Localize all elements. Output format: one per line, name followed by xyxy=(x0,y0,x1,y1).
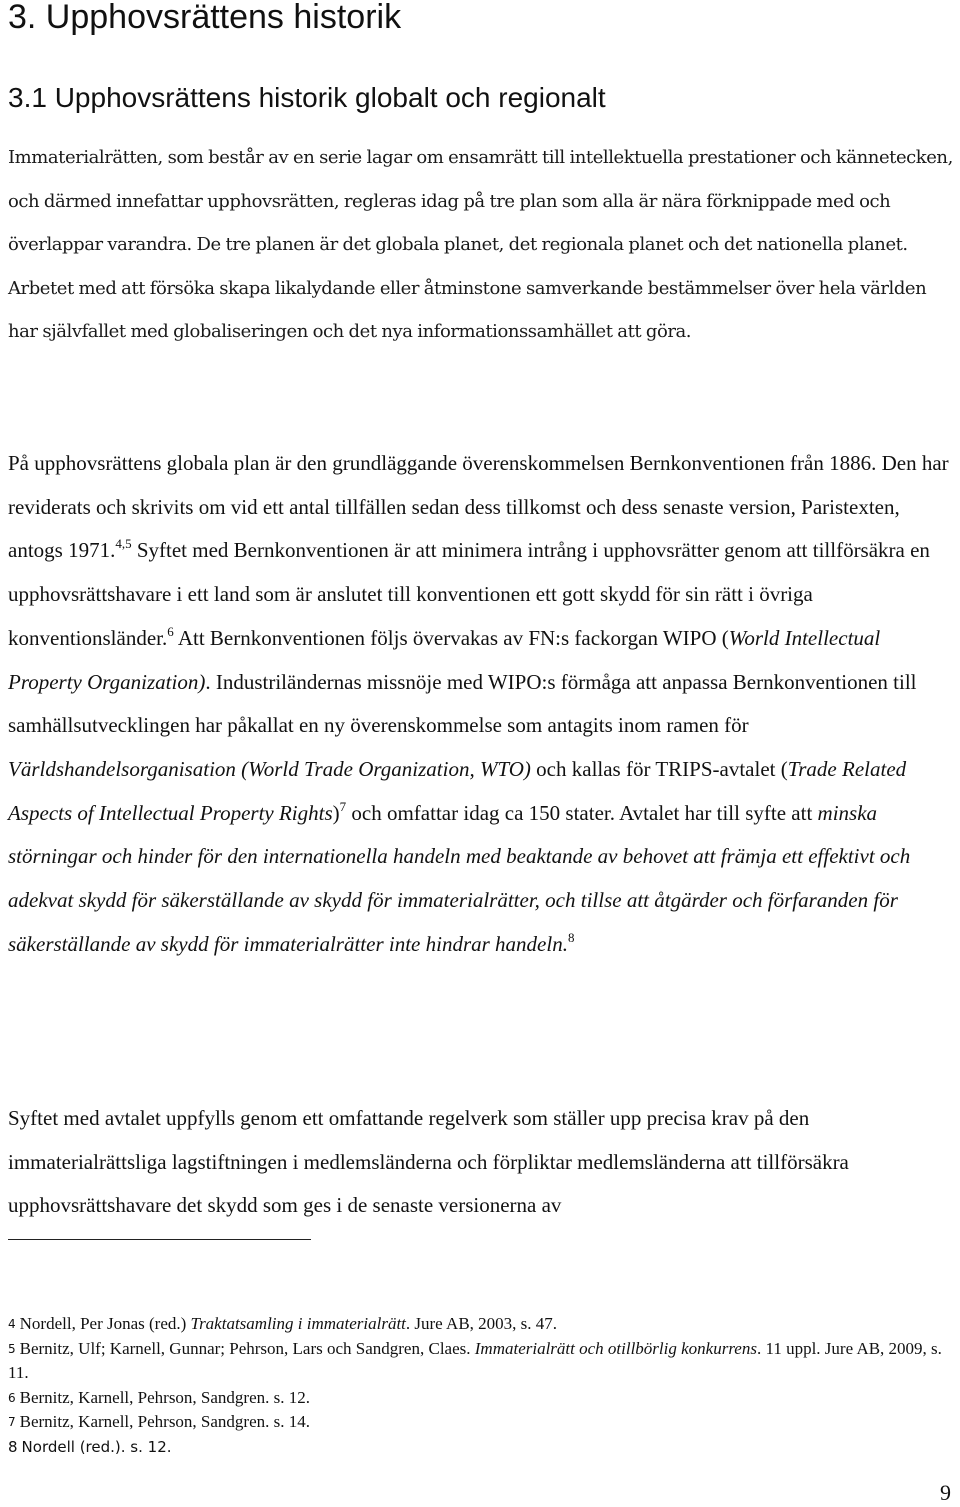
footnote-number: 7 xyxy=(8,1415,16,1429)
footnote-text: . Jure AB, 2003, s. 47. xyxy=(405,1314,558,1333)
footnote-italic: Immaterialrätt och otillbörlig konkurrens xyxy=(474,1338,757,1358)
footnote-ref: 7 xyxy=(339,798,347,814)
footnote-text: Bernitz, Ulf; Karnell, Gunnar; Pehrson, Lars och Sandgren, Claes. xyxy=(19,1338,475,1358)
text-run: ) xyxy=(332,800,340,825)
footnote-item xyxy=(8,1435,954,1460)
footnotes xyxy=(8,1312,954,1459)
footnote-item xyxy=(8,1386,954,1411)
text-run: och omfattar idag ca 150 stater. Avtalet har till syfte att xyxy=(346,800,818,825)
italic-run: minska störningar och hinder för den internationella handeln med beaktande av behovet att främja ett effektivt och adekvat skydd för säkerställande av skydd för immaterialrätter, och tillse att åtgärder och förfaranden för säkerställande av skydd för immaterialrätter inte hindrar handeln. xyxy=(8,800,911,956)
footnote-text: Nordell (red.). s. 12. xyxy=(21,1437,172,1456)
subsection-heading: 3.1 Upphovsrättens historik globalt och regionalt xyxy=(8,82,606,113)
footnote-number: 8 xyxy=(8,1437,18,1456)
footnote-number: 4 xyxy=(8,1317,16,1331)
footnote-text: Bernitz, Karnell, Pehrson, Sandgren. s. 12. xyxy=(19,1387,311,1407)
footnote-text: . 11 uppl. Jure AB, 2009, s. 11. xyxy=(8,1338,942,1382)
text-run: Syftet med Bernkonventionen är att minimera intrång i upphovsrätter genom att tillförsäkra en upphovsrättshavare i ett land som är anslutet till konventionen ett gott skydd för sin rätt i övriga konventionsländer. xyxy=(8,538,930,650)
footnote-number: 6 xyxy=(8,1390,16,1405)
section-heading: 3. Upphovsrättens historik xyxy=(8,0,402,36)
paragraph-syftet: Syftet med avtalet uppfylls genom ett omfattande regelverk som ställer upp precisa krav på den immaterialrättsliga lagstiftningen i medlemsländerna och förpliktar medlemsländerna att tillförsäkra upphovsrättshavare det skydd som ges i de senaste versionerna av xyxy=(8,1106,849,1218)
page-number: 9 xyxy=(940,1480,951,1505)
footnote-item xyxy=(8,1312,954,1337)
footnote-ref: 8 xyxy=(567,929,575,945)
footnote-number: 5 xyxy=(8,1341,16,1356)
footnote-italic: Traktatsamling i immaterialrätt xyxy=(190,1314,406,1333)
text-run: På upphovsrättens globala plan är den grundläggande överenskommelsen Bernkonventionen från 1886. Den har reviderats och skrivits om vid ett antal tillfällen sedan dess tillkomst och dess senaste version, Paristexten, antogs 1971. xyxy=(8,451,949,563)
paragraph-intro: Immaterialrätten, som består av en serie lagar om ensamrätt till intellektuella prestationer och kännetecken, och därmed innefattar upphovsrätten, regleras idag på tre plan som alla är nära förknippade med och överlappar varandra. De tre planen är det globala planet, det regionala planet och det nationella planet. Arbetet med att försöka skapa likalydande eller åtminstone samverkande bestämmelser över hela världen har självfallet med globaliseringen och det nya informationssamhället att göra. xyxy=(8,147,953,343)
footnote-text: Bernitz, Karnell, Pehrson, Sandgren. s. 14. xyxy=(19,1412,311,1431)
text-run: och kallas för TRIPS-avtalet ( xyxy=(530,756,788,781)
text-run: . Industriländernas missnöje med WIPO:s förmåga att anpassa Bernkonventionen till samhällsutvecklingen har påkallat en ny överenskommelse som antagits inom ramen för xyxy=(8,669,917,738)
italic-run: Trade Related Aspects of Intellectual Property Rights xyxy=(8,756,907,825)
italic-run: Världshandelsorganisation (World Trade Organization, WTO) xyxy=(8,756,531,781)
footnote-text: Nordell, Per Jonas (red.) xyxy=(19,1314,191,1333)
footnote-item xyxy=(8,1337,954,1386)
footnote-ref: 6 xyxy=(167,623,174,639)
paragraph-bernkonventionen xyxy=(8,442,954,966)
footnote-divider xyxy=(8,1239,311,1240)
footnote-ref: 4,5 xyxy=(115,536,132,552)
text-run: Att Bernkonventionen följs övervakas av FN:s fackorgan WIPO ( xyxy=(173,625,729,650)
footnote-item xyxy=(8,1410,954,1435)
italic-run: World Intellectual Property Organization) xyxy=(8,625,881,694)
